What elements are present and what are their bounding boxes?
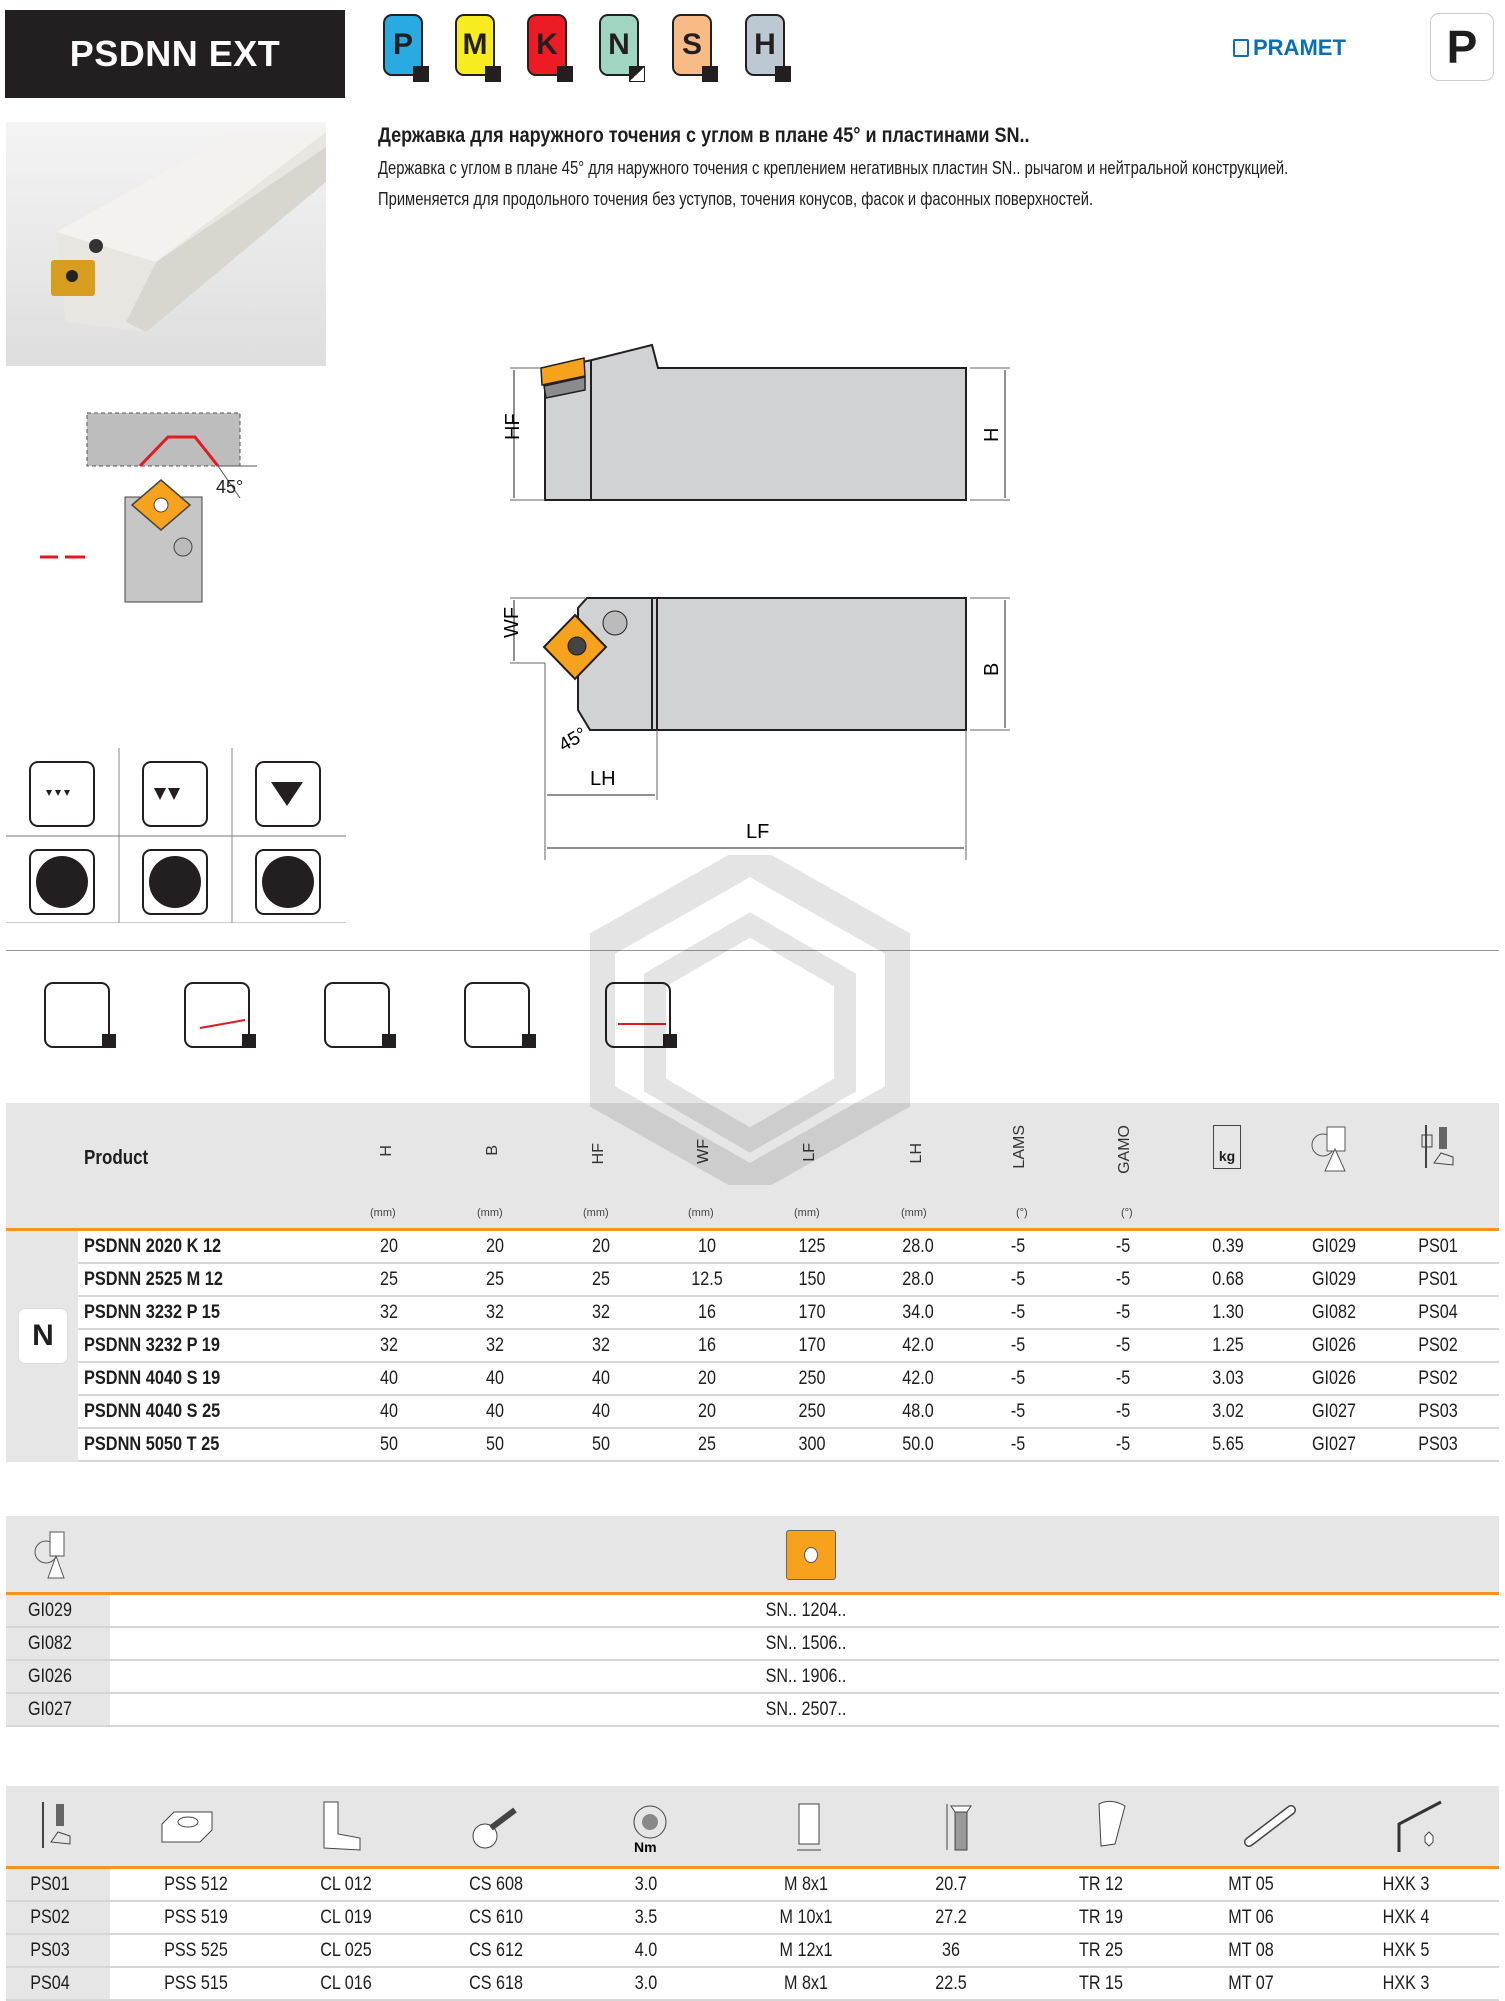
taper-turning-icon [185, 983, 256, 1048]
wf-label: WF [501, 606, 523, 638]
roughing-icon [256, 762, 320, 826]
col-gamo: GAMO [1116, 1125, 1133, 1174]
product-heading: Державка для наружного точения с углом в плане 45° и пластинами SN.. [378, 124, 1030, 147]
brand-name: PRAMET [1253, 35, 1346, 60]
group-n-badge: N [18, 1308, 68, 1364]
description-line-2: Применяется для продольного точения без уступов, точения конусов, фасок и фасонных поверхностей. [378, 189, 1094, 209]
table-row[interactable]: PSDNN 3232 P 19 32 32 32 16 170 42.0 -5 -5 1.25 GI026 PS02 [78, 1330, 1499, 1363]
section-badge: P [1430, 13, 1494, 81]
spare-parts-table [6, 1786, 1499, 2001]
pin-icon [1241, 1804, 1301, 1853]
product-table-body [6, 1231, 1499, 1462]
thread-icon [791, 1800, 831, 1861]
table-row[interactable]: PSDNN 4040 S 25 40 40 40 20 250 48.0 -5 -5 3.02 GI027 PS03 [78, 1396, 1499, 1429]
application-grid [6, 748, 346, 923]
insert-icon [1311, 1123, 1351, 1178]
table-row[interactable]: PSDNN 5050 T 25 50 50 50 25 300 50.0 -5 -5 5.65 GI027 PS03 [78, 1429, 1499, 1462]
svg-text:Nm: Nm [634, 1839, 657, 1854]
table-row[interactable]: PS01 PSS 512 CL 012 CS 608 3.0 M 8x1 20.7 TR 12 MT 05 HXK 3 [6, 1869, 1499, 1902]
table-row[interactable]: PSDNN 2020 K 12 20 20 20 10 125 28.0 -5 -5 0.39 GI029 PS01 [78, 1231, 1499, 1264]
insert-gi-icon [34, 1530, 74, 1585]
iso-p-badge: P [383, 14, 423, 76]
col-wf: WF [695, 1139, 712, 1164]
table-row[interactable]: PS03 PSS 525 CL 025 CS 612 4.0 M 12x1 36 TR 25 MT 08 HXK 5 [6, 1935, 1499, 1968]
shim-icon [156, 1808, 216, 1853]
lead-angle-label: 45° [555, 723, 591, 757]
iso-h-badge: H [745, 14, 785, 76]
table-row[interactable]: PSDNN 2525 M 12 25 25 25 12.5 150 28.0 -5 -5 0.68 GI029 PS01 [78, 1264, 1499, 1297]
technical-drawing [500, 330, 1400, 870]
spring-icon [1091, 1800, 1131, 1861]
contour-icon [465, 983, 536, 1048]
longitudinal-turning-icon [604, 980, 684, 1050]
col-lh: LH [908, 1143, 925, 1164]
torque-icon [626, 1800, 680, 1859]
stability-mid-icon [143, 850, 207, 914]
table-row[interactable]: GI082 SN.. 1506.. [6, 1628, 1499, 1661]
table-row[interactable]: PS04 PSS 515 CL 016 CS 618 3.0 M 8x1 22.5 TR 15 MT 07 HXK 3 [6, 1968, 1499, 2001]
lf-label: LF [746, 821, 770, 843]
col-lf: LF [801, 1143, 818, 1162]
spare-parts-header [6, 1786, 1499, 1869]
lh-label: LH [590, 768, 616, 790]
col-hf: HF [590, 1143, 607, 1165]
h-label: H [981, 427, 1003, 442]
hf-label: HF [502, 413, 524, 440]
spare-parts-icon [1419, 1123, 1459, 1178]
table-row[interactable]: PSDNN 4040 S 19 40 40 40 20 250 42.0 -5 -5 3.03 GI026 PS02 [78, 1363, 1499, 1396]
angle-label: 45° [216, 477, 244, 497]
insert-table-header [6, 1516, 1499, 1595]
description-line-1: Державка с углом в плане 45° для наружного точения с креплением негативных пластин SN.. рычагом и нейтральной конструкцией. [378, 158, 1289, 178]
approach-angle-diagram [40, 405, 260, 605]
table-row[interactable]: PSDNN 3232 P 15 32 32 32 16 170 34.0 -5 -5 1.30 GI082 PS04 [78, 1297, 1499, 1330]
product-column-header: Product [84, 1147, 149, 1169]
divider [6, 950, 1499, 951]
table-row[interactable]: GI026 SN.. 1906.. [6, 1661, 1499, 1694]
tool-holder-photo [6, 122, 326, 366]
iso-k-badge: K [527, 14, 567, 76]
product-table-header: Product H B HF WF LF LH LAMS GAMO kg (mm) (mm) (mm) (mm) (mm) (mm) (°) (°) [6, 1103, 1499, 1231]
profiling-icon [325, 983, 396, 1048]
operation-icons [40, 980, 640, 1050]
col-b: B [484, 1145, 501, 1156]
pramet-logo-icon [1233, 39, 1249, 57]
finishing-icon [30, 762, 94, 826]
product-table [6, 1103, 1499, 1462]
chamfering-icon [45, 983, 116, 1048]
insert-table-body [6, 1595, 1499, 1727]
shim-screw-icon [471, 1804, 525, 1855]
table-row[interactable]: GI029 SN.. 1204.. [6, 1595, 1499, 1628]
spare-parts-body [6, 1869, 1499, 2001]
insert-table [6, 1516, 1499, 1727]
square-insert-icon [786, 1530, 836, 1580]
weight-kg-icon: kg [1213, 1125, 1241, 1169]
col-h: H [378, 1145, 395, 1157]
iso-s-badge: S [672, 14, 712, 76]
spare-parts-icon [36, 1800, 76, 1857]
hex-key-icon [1391, 1798, 1451, 1859]
iso-n-badge: N [599, 14, 639, 76]
stability-high-icon [256, 850, 320, 914]
iso-m-badge: M [455, 14, 495, 76]
medium-icon [143, 762, 207, 826]
stability-low-icon [30, 850, 94, 914]
table-row[interactable]: PS02 PSS 519 CL 019 CS 610 3.5 M 10x1 27.2 TR 19 MT 06 HXK 4 [6, 1902, 1499, 1935]
screw-length-icon [941, 1800, 981, 1861]
table-row[interactable]: GI027 SN.. 2507.. [6, 1694, 1499, 1727]
clamp-icon [316, 1798, 366, 1859]
b-label: B [981, 662, 1003, 676]
page-title: PSDNN EXT [5, 10, 345, 98]
brand-logo [1233, 35, 1346, 61]
col-lams: LAMS [1011, 1125, 1028, 1169]
